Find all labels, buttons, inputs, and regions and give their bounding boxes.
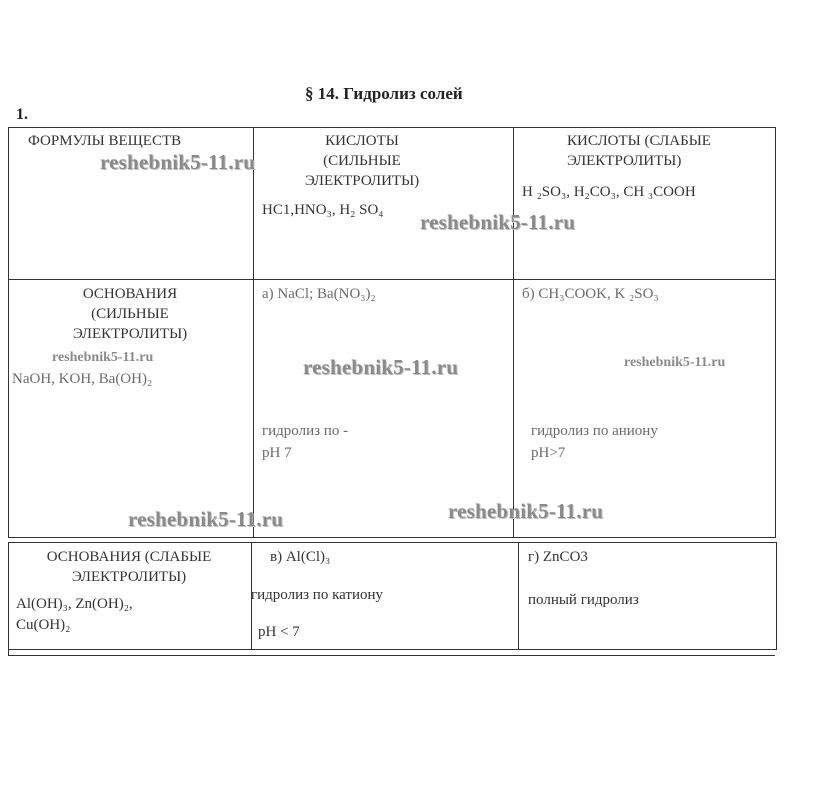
hydrolysis-v: гидролиз по катиону xyxy=(251,587,384,603)
header-strong-bases xyxy=(20,284,240,344)
salts-g: г) ZnCO3 xyxy=(528,549,588,565)
table2-divider-2 xyxy=(518,542,519,650)
table1-right-border xyxy=(775,127,776,538)
salts-a: а) NaCl; Ba(NO₃)₂ xyxy=(262,286,376,302)
header-strong-bases-line3: ЭЛЕКТРОЛИТЫ) xyxy=(72,326,188,342)
weak-acids-formulas: H ₂SO₃, H₂CO₃, CH ₃COOH xyxy=(522,184,696,200)
section-title: § 14. Гидролиз солей xyxy=(305,84,463,103)
hydrolysis-a: гидролиз по - xyxy=(262,423,349,439)
table2-right-border xyxy=(776,542,777,650)
header-strong-acids-line2: (СИЛЬНЫЕ xyxy=(323,153,401,169)
table2-bottom-border xyxy=(8,649,777,650)
table2-left-border xyxy=(8,542,9,656)
ph-v: pH < 7 xyxy=(258,624,300,640)
ph-b: pH>7 xyxy=(531,445,566,461)
table1-top-border xyxy=(8,127,776,128)
salts-b: б) CH₃COOK, K ₂SO₃ xyxy=(522,286,659,302)
table2-extra-line xyxy=(8,655,775,656)
header-weak-acids xyxy=(567,131,711,171)
header-weak-acids-line2: ЭЛЕКТРОЛИТЫ) xyxy=(567,153,682,169)
header-weak-bases-line2: ЭЛЕКТРОЛИТЫ) xyxy=(71,569,187,585)
table1-divider-2 xyxy=(513,127,514,538)
watermark-2: reshebnik5-11.ru xyxy=(420,210,576,234)
header-weak-bases xyxy=(14,547,244,587)
table1-mid-border xyxy=(8,279,776,280)
watermark-7: reshebnik5-11.ru xyxy=(448,499,604,523)
table1-left-border xyxy=(8,127,9,538)
ph-a: pH 7 xyxy=(262,445,292,461)
weak-bases-formulas-1: Al(OH)₃, Zn(OH)₂, xyxy=(16,596,133,612)
header-strong-bases-line1: ОСНОВАНИЯ xyxy=(82,286,178,302)
watermark-4: reshebnik5-11.ru xyxy=(303,355,459,379)
salts-v: в) Al(Cl)₃ xyxy=(270,549,331,565)
header-strong-acids-line3: ЭЛЕКТРОЛИТЫ) xyxy=(304,173,420,189)
header-strong-acids xyxy=(262,131,462,191)
strong-bases-formulas: NaOH, KOH, Ba(OH)₂ xyxy=(12,371,153,387)
header-substances: ФОРМУЛЫ ВЕЩЕСТВ xyxy=(28,133,182,149)
hydrolysis-g: полный гидролиз xyxy=(528,592,639,608)
hydrolysis-b: гидролиз по аниону xyxy=(531,423,658,439)
header-weak-bases-line1: ОСНОВАНИЯ (СЛАБЫЕ xyxy=(46,549,212,565)
table1-bottom-border xyxy=(8,537,776,538)
table2-top-border xyxy=(8,542,777,543)
watermark-3: reshebnik5-11.ru xyxy=(52,350,154,365)
watermark-5: reshebnik5-11.ru xyxy=(624,355,726,370)
header-weak-acids-line1: КИСЛОТЫ (СЛАБЫЕ xyxy=(567,133,711,149)
strong-acids-formulas: HC1,HNO₃, H₂ SO₄ xyxy=(262,202,384,218)
watermark-1: reshebnik5-11.ru xyxy=(100,150,256,174)
table1-divider-1 xyxy=(253,127,254,538)
header-strong-bases-line2: (СИЛЬНЫЕ xyxy=(91,306,169,322)
weak-bases-formulas-2: Cu(OH)₂ xyxy=(16,617,71,633)
watermark-6: reshebnik5-11.ru xyxy=(128,507,284,531)
task-number: 1. xyxy=(16,106,28,123)
header-strong-acids-line1: КИСЛОТЫ xyxy=(325,133,399,149)
